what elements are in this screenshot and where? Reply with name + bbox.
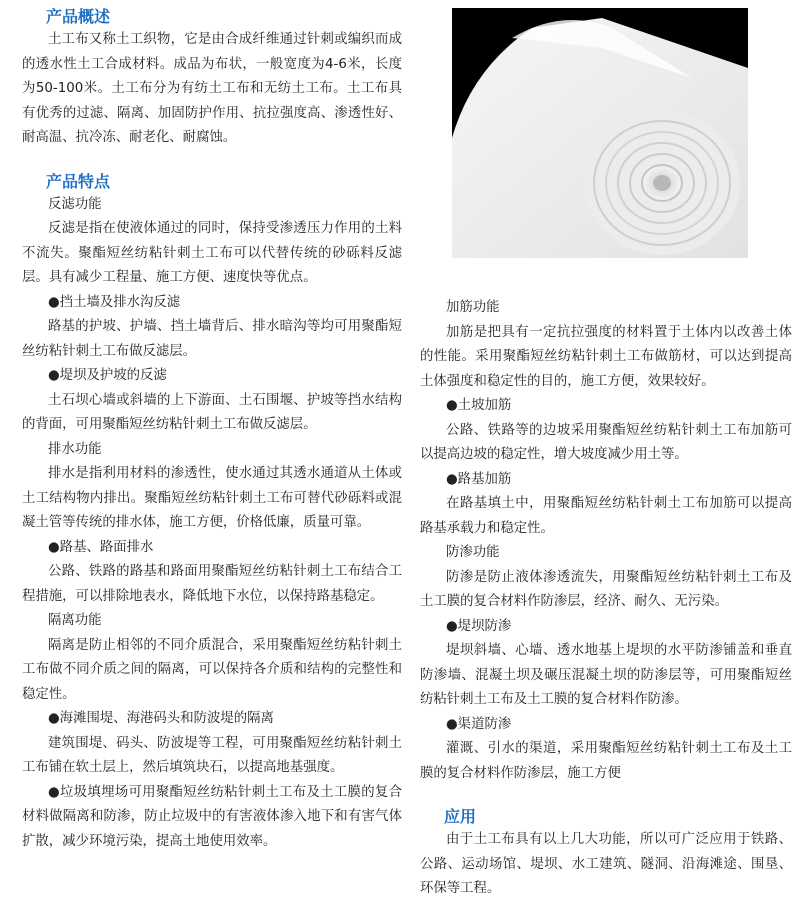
reinforce-item1-text: 公路、铁路等的边坡采用聚酯短丝纺粘针刺土工布加筋可以提高边坡的稳定性，增大坡度减少用土等。 bbox=[420, 422, 792, 462]
isolate-title: 隔离功能 bbox=[48, 613, 102, 628]
seep-item2-text: 灌溉、引水的渠道，采用聚酯短丝纺粘针刺土工布及土工膜的复合材料作防渗层，施工方便 bbox=[420, 741, 792, 781]
isolate-item2-text: ●垃圾填埋场可用聚酯短丝纺粘针刺土工布及土工膜的复合材料做隔离和防渗，防止垃圾中的有害液体渗入地下和有害气体扩散，减少环境污染，提高土地使用效率。 bbox=[22, 784, 402, 849]
seep-text: 防渗是防止液体渗透流失，用聚酯短丝纺粘针刺土工布及土工膜的复合材料作防渗层，经济、耐久、无污染。 bbox=[420, 569, 792, 609]
application-text: 由于土工布具有以上几大功能，所以可广泛应用于铁路、公路、运动场馆、堤坝、水工建筑、隧洞、沿海滩途、围垦、环保等工程。 bbox=[420, 832, 792, 896]
drain-item1-title: ●路基、路面排水 bbox=[48, 539, 154, 555]
drain-title: 排水功能 bbox=[48, 441, 102, 457]
seep-item2-title: ●渠道防渗 bbox=[446, 716, 512, 732]
right-column bbox=[420, 296, 792, 902]
reinforce-item1-title: ●土坡加筋 bbox=[446, 398, 512, 413]
geotextile-roll-photo bbox=[452, 8, 748, 258]
filter-text: 反滤是指在使液体通过的同时，保持受渗透压力作用的土料不流失。聚酯短丝纺粘针刺土工布可以代替传统的砂砾料反滤层。具有减少工程量、施工方便、速度快等优点。 bbox=[22, 221, 402, 285]
filter-item2-text: 土石坝心墙或斜墙的上下游面、土石围堰、护坡等挡水结构的背面，可用聚酯短丝纺粘针刺土工布做反滤层。 bbox=[22, 392, 402, 432]
filter-item2-title: ●堤坝及护坡的反滤 bbox=[48, 368, 167, 383]
reinforce-text: 加筋是把具有一定抗拉强度的材料置于土体内以改善土体的性能。采用聚酯短丝纺粘针刺土工布做筋材，可以达到提高土体强度和稳定性的目的，施工方便，效果较好。 bbox=[420, 324, 792, 389]
drain-text: 排水是指利用材料的渗透性，使水通过其透水通道从土体或土工结构物内排出。聚酯短丝纺粘针刺土工布可替代砂砾料或混凝土管等传统的排水体，施工方便，价格低廉，质量可靠。 bbox=[22, 466, 402, 530]
seep-item1-text: 堤坝斜墙、心墙、透水地基上堤坝的水平防渗铺盖和垂直防渗墙、混凝土坝及碾压混凝土坝的防渗层等，可用聚酯短丝纺粘针刺土工布及土工膜的复合材料作防渗。 bbox=[420, 643, 792, 707]
isolate-item1-text: 建筑围堤、码头、防波堤等工程，可用聚酯短丝纺粘针刺土工布铺在软土层上，然后填筑块石，以提高地基强度。 bbox=[22, 735, 402, 775]
overview-heading: 产品概述 bbox=[46, 7, 111, 26]
reinforce-item2-title: ●路基加筋 bbox=[446, 471, 512, 487]
seep-title: 防渗功能 bbox=[446, 545, 500, 560]
overview-text: 土工布又称土工织物，它是由合成纤维通过针刺或编织而成的透水性土工合成材料。成品为布状，一般宽度为4-6米，长度为50-100米。土工布分为有纺土工布和无纺土工布。土工布具有优秀的过滤、隔离、加固防护作用、抗拉强度高、渗透性好、耐高温、抗冷冻、耐老化、耐腐蚀。 bbox=[22, 32, 402, 145]
left-column bbox=[22, 6, 402, 854]
drain-item1-text: 公路、铁路的路基和路面用聚酯短丝纺粘针刺土工布结合工程措施，可以排除地表水，降低地下水位，以保持路基稳定。 bbox=[22, 564, 402, 604]
features-heading: 产品特点 bbox=[46, 171, 111, 191]
reinforce-title: 加筋功能 bbox=[446, 300, 500, 315]
filter-item1-title: ●挡土墙及排水沟反滤 bbox=[48, 294, 181, 310]
application-heading: 应用 bbox=[444, 807, 477, 826]
filter-title: 反滤功能 bbox=[48, 196, 102, 212]
isolate-text: 隔离是防止相邻的不同介质混合，采用聚酯短丝纺粘针刺土工布做不同介质之间的隔离，可以保持各介质和结构的完整性和稳定性。 bbox=[22, 637, 402, 702]
isolate-item1-title: ●海滩围堤、海港码头和防波堤的隔离 bbox=[48, 711, 274, 726]
seep-item1-title: ●堤坝防渗 bbox=[446, 618, 512, 634]
reinforce-item2-text: 在路基填土中，用聚酯短丝纺粘针刺土工布加筋可以提高路基承载力和稳定性。 bbox=[420, 496, 792, 536]
geotextile-roll-illustration bbox=[452, 8, 748, 258]
filter-item1-text: 路基的护坡、护墙、挡土墙背后、排水暗沟等均可用聚酯短丝纺粘针刺土工布做反滤层。 bbox=[22, 319, 402, 359]
